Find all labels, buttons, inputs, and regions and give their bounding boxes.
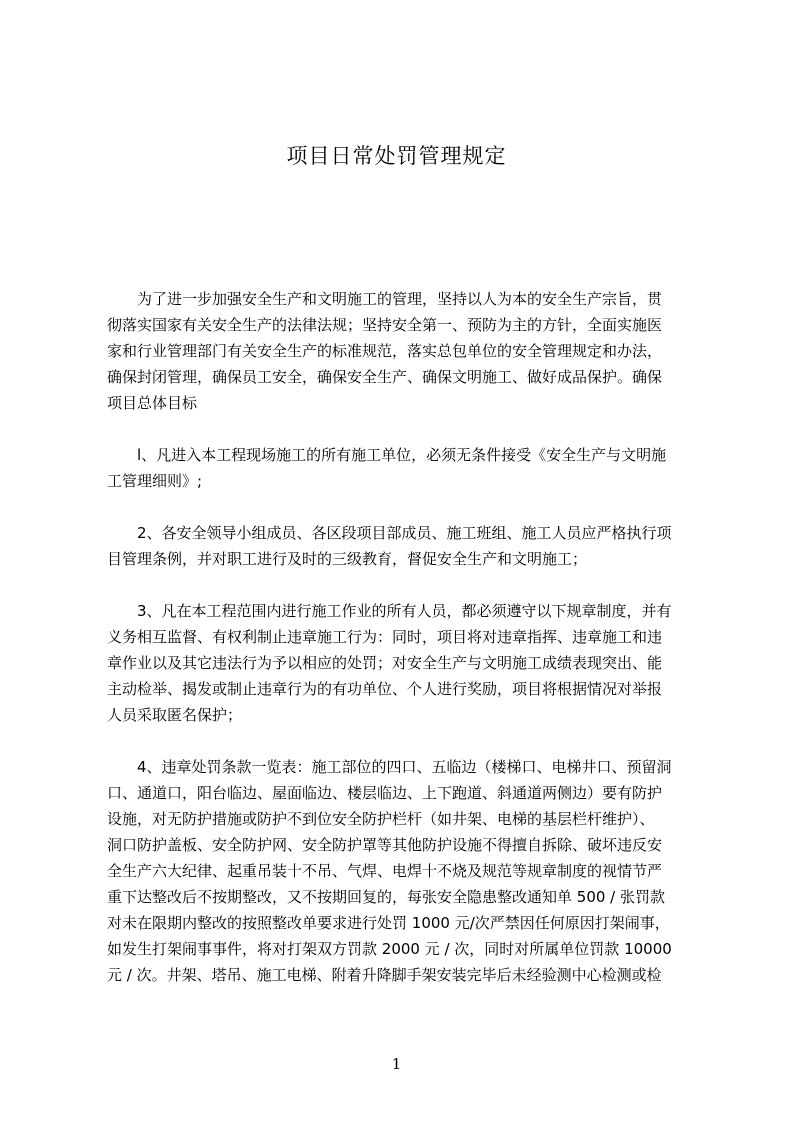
paragraph-spacer xyxy=(107,728,707,754)
text-line: 人员采取匿名保护； xyxy=(107,706,243,724)
text-line: 章作业以及其它违法行为予以相应的处罚；对安全生产与文明施工成绩表现突出、能 xyxy=(107,654,663,672)
text-line: 工管理细则》; xyxy=(107,472,203,490)
text-line: 设施，对无防护措施或防护不到位安全防护栏杆（如井架、电梯的基层栏杆维护）、 xyxy=(107,810,655,828)
page-number: 1 xyxy=(391,1055,402,1073)
document-title: 项目日常处罚管理规定 xyxy=(286,144,507,168)
text-line: 项目总体目标 xyxy=(107,394,198,412)
text-line: 为了进一步加强安全生产和文明施工的管理，坚持以人为本的安全生产宗旨，贯 xyxy=(107,290,663,308)
text-line: 全生产六大纪律、起重吊装十不吊、气焊、电焊十不烧及规范等规章制度的视情节严 xyxy=(107,862,663,880)
paragraph-item-4 xyxy=(107,754,707,988)
paragraph-spacer xyxy=(107,416,707,442)
text-line: 重下达整改后不按期整改，又不按期回复的，每张安全隐患整改通知单 500 / 张罚款 xyxy=(107,888,665,906)
text-line: 3、凡在本工程范围内进行施工作业的所有人员，都必须遵守以下规章制度，并有 xyxy=(107,602,672,620)
text-line: 主动检举、揭发或制止违章行为的有功单位、个人进行奖励，项目将根据情况对举报 xyxy=(107,680,663,698)
text-line: 口、通道口，阳台临边、屋面临边、楼层临边、上下跑道、斜通道两侧边）要有防护 xyxy=(107,784,663,802)
text-line: 4、违章处罚条款一览表：施工部位的四口、五临边（楼梯口、电梯井口、预留洞 xyxy=(107,758,672,776)
text-line: 元 / 次。井架、塔吊、施工电梯、附着升降脚手架安装完毕后未经验测中心检测或检 xyxy=(107,966,662,984)
text-line: 目管理条例，并对职工进行及时的三级教育，督促安全生产和文明施工； xyxy=(107,550,588,568)
paragraph-intro xyxy=(107,286,707,416)
text-line: 家和行业管理部门有关安全生产的标准规范，落实总包单位的安全管理规定和办法， xyxy=(107,342,663,360)
document-body xyxy=(107,286,707,988)
text-line: 如发生打架闹事事件，将对打架双方罚款 2000 元 / 次，同时对所属单位罚款 10000 xyxy=(107,940,672,958)
paragraph-spacer xyxy=(107,494,707,520)
paragraph-item-2 xyxy=(107,520,707,572)
text-line: 洞口防护盖板、安全防护网、安全防护罩等其他防护设施不得擅自拆除、破坏违反安 xyxy=(107,836,663,854)
text-line: 2、各安全领导小组成员、各区段项目部成员、施工班组、施工人员应严格执行项 xyxy=(107,524,672,542)
text-line: 彻落实国家有关安全生产的法律法规；坚持安全第一、预防为主的方针，全面实施医 xyxy=(107,316,663,334)
text-line: l、凡进入本工程现场施工的所有施工单位，必须无条件接受《安全生产与文明施 xyxy=(107,446,667,464)
text-line: 确保封闭管理，确保员工安全，确保安全生产、确保文明施工、做好成品保护。确保 xyxy=(107,368,663,386)
text-line: 对未在限期内整改的按照整改单要求进行处罚 1000 元/次严禁因任何原因打架闹事， xyxy=(107,914,670,932)
paragraph-spacer xyxy=(107,572,707,598)
paragraph-item-3 xyxy=(107,598,707,728)
text-line: 义务相互监督、有权利制止违章施工行为：同时，项目将对违章指挥、违章施工和违 xyxy=(107,628,663,646)
paragraph-item-1 xyxy=(107,442,707,494)
